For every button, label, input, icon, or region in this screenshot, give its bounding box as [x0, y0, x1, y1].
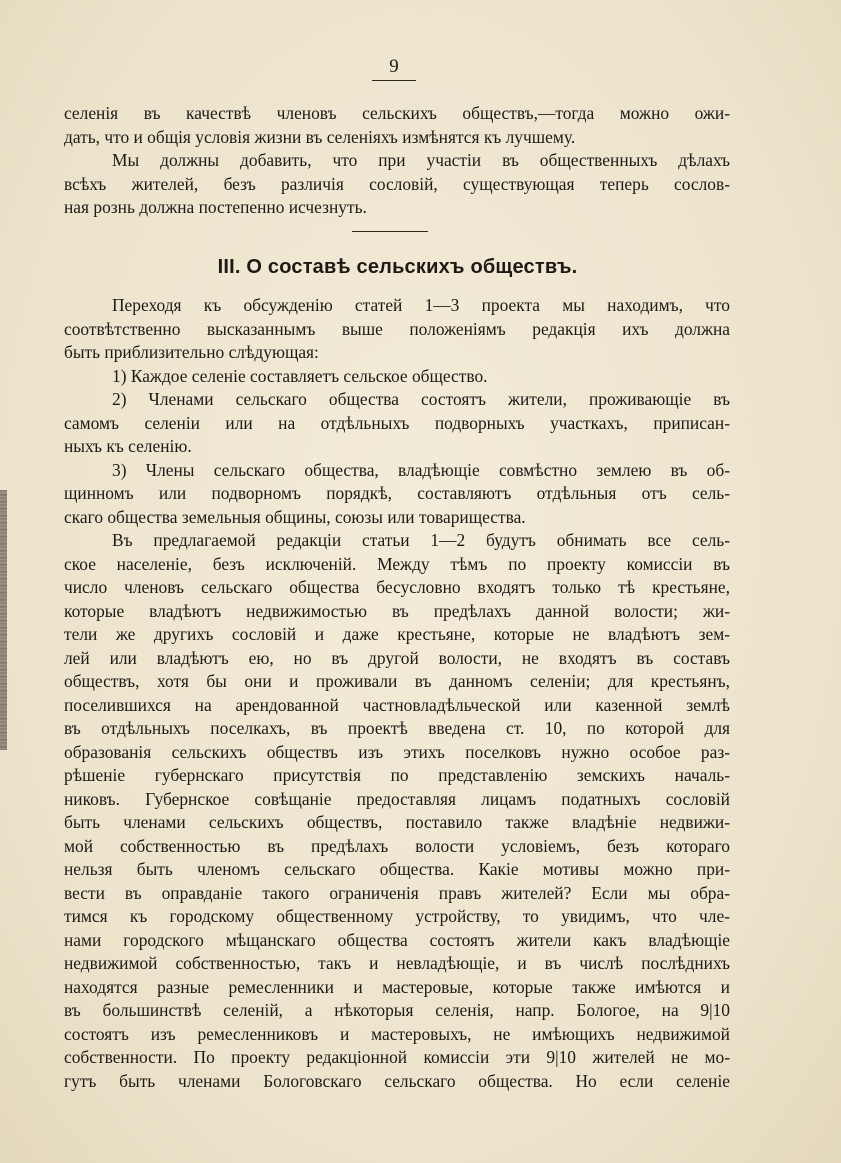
text-line: ское населеніе, безъ исключеній. Между тѣмъ по проекту комиссіи въ [64, 553, 730, 574]
text-line: Въ предлагаемой редакціи статьи 1—2 будутъ обнимать все сель- [112, 530, 730, 550]
text-line: соотвѣтственно высказаннымъ выше положеніямъ редакція ихъ должна [64, 318, 730, 339]
text-line: быть приблизительно слѣдующая: [64, 342, 319, 362]
text-line: селенія въ качествѣ членовъ сельскихъ обществъ,—тогда можно ожи- [64, 103, 730, 123]
main-text-block [64, 294, 730, 1093]
text-line: 2) Членами сельскаго общества состоятъ жители, проживающіе въ [112, 389, 730, 409]
text-line: тимся къ городскому общественному устройству, то увидимъ, что чле- [64, 906, 730, 926]
text-line: быть членами сельскихъ обществъ, поставило также владѣніе недвижи- [64, 812, 730, 832]
text-line: которые владѣютъ недвижимостью въ предѣлахъ данной волости; жи- [64, 600, 730, 621]
text-line: Мы должны добавить, что при участіи въ общественныхъ дѣлахъ [112, 150, 730, 170]
text-line: въ большинствѣ селеній, а нѣкоторыя селенія, напр. Бологое, на 9|10 [64, 1000, 730, 1020]
text-line: гутъ быть членами Бологовскаго сельскаго общества. Но если селеніе [64, 1070, 730, 1091]
text-line: ная рознь должна постепенно исчезнуть. [64, 197, 367, 217]
text-line: поселившихся на арендованной частновладѣльческой или казенной землѣ [64, 694, 730, 715]
text-line: 3) Члены сельскаго общества, владѣющіе совмѣстно землею въ об- [112, 459, 730, 480]
section-heading: III. О составѣ сельскихъ обществъ. [217, 256, 578, 278]
text-line: состоятъ изъ ремесленниковъ и мастеровыхъ, не имѣющихъ недвижимой [64, 1023, 730, 1044]
text-line: самомъ селеніи или на отдѣльныхъ подворныхъ участкахъ, приписан- [64, 412, 730, 433]
page-number-rule [372, 80, 416, 81]
text-line: 1) Каждое селеніе составляетъ сельское общество. [112, 365, 488, 386]
top-text-block [64, 102, 730, 220]
text-line: всѣхъ жителей, безъ различія сословій, существующая теперь сослов- [64, 173, 730, 194]
text-line: мой собственностью въ предѣлахъ волости условіемъ, безъ котораго [64, 835, 730, 856]
text-line: вести въ оправданіе такого ограниченія правъ жителей? Если мы обра- [64, 882, 730, 903]
page-number: 9 [389, 56, 399, 77]
text-line: щинномъ или подворномъ порядкѣ, составляютъ отдѣльныя отъ сель- [64, 483, 730, 503]
text-line: скаго общества земельныя общины, союзы или товарищества. [64, 506, 526, 527]
text-line: находятся разные ремесленники и мастеровые, которые также имѣются и [64, 976, 730, 997]
text-line: лей или владѣютъ ею, но въ другой волости, не входятъ въ составъ [64, 647, 730, 668]
text-line: нами городского мѣщанскаго общества состоятъ жители какъ владѣющіе [64, 929, 730, 950]
text-line: тели же другихъ сословій и даже крестьяне, которые не владѣютъ зем- [64, 624, 730, 644]
text-line: никовъ. Губернское совѣщаніе предоставляя лицамъ податныхъ сословій [64, 788, 730, 809]
text-line: рѣшеніе губернскаго присутствія по представленію земскихъ началь- [64, 765, 730, 785]
text-line: нельзя быть членомъ сельскаго общества. Какіе мотивы можно при- [64, 859, 730, 879]
text-line: дать, что и общія условія жизни въ селеніяхъ измѣнятся къ лучшему. [64, 126, 576, 147]
text-line: ныхъ къ селенію. [64, 436, 192, 456]
text-line: недвижимой собственностью, такъ и невладѣющіе, и въ числѣ послѣднихъ [64, 953, 730, 973]
text-line: въ отдѣльныхъ поселкахъ, въ проектѣ введена ст. 10, по которой для [64, 718, 730, 738]
text-line: обществъ, хотя бы они и проживали въ данномъ селеніи; для крестьянъ, [64, 671, 730, 691]
section-divider [352, 231, 428, 232]
binding-edge [0, 490, 7, 750]
text-line: Переходя къ обсужденію статей 1—3 проекта мы находимъ, что [112, 295, 730, 315]
text-line: собственности. По проекту редакціонной комиссіи эти 9|10 жителей не мо- [64, 1047, 730, 1067]
text-line: число членовъ сельскаго общества бесусловно входятъ только тѣ крестьяне, [64, 577, 730, 597]
text-line: образованія сельскихъ обществъ изъ этихъ поселковъ нужно особое раз- [64, 741, 730, 762]
